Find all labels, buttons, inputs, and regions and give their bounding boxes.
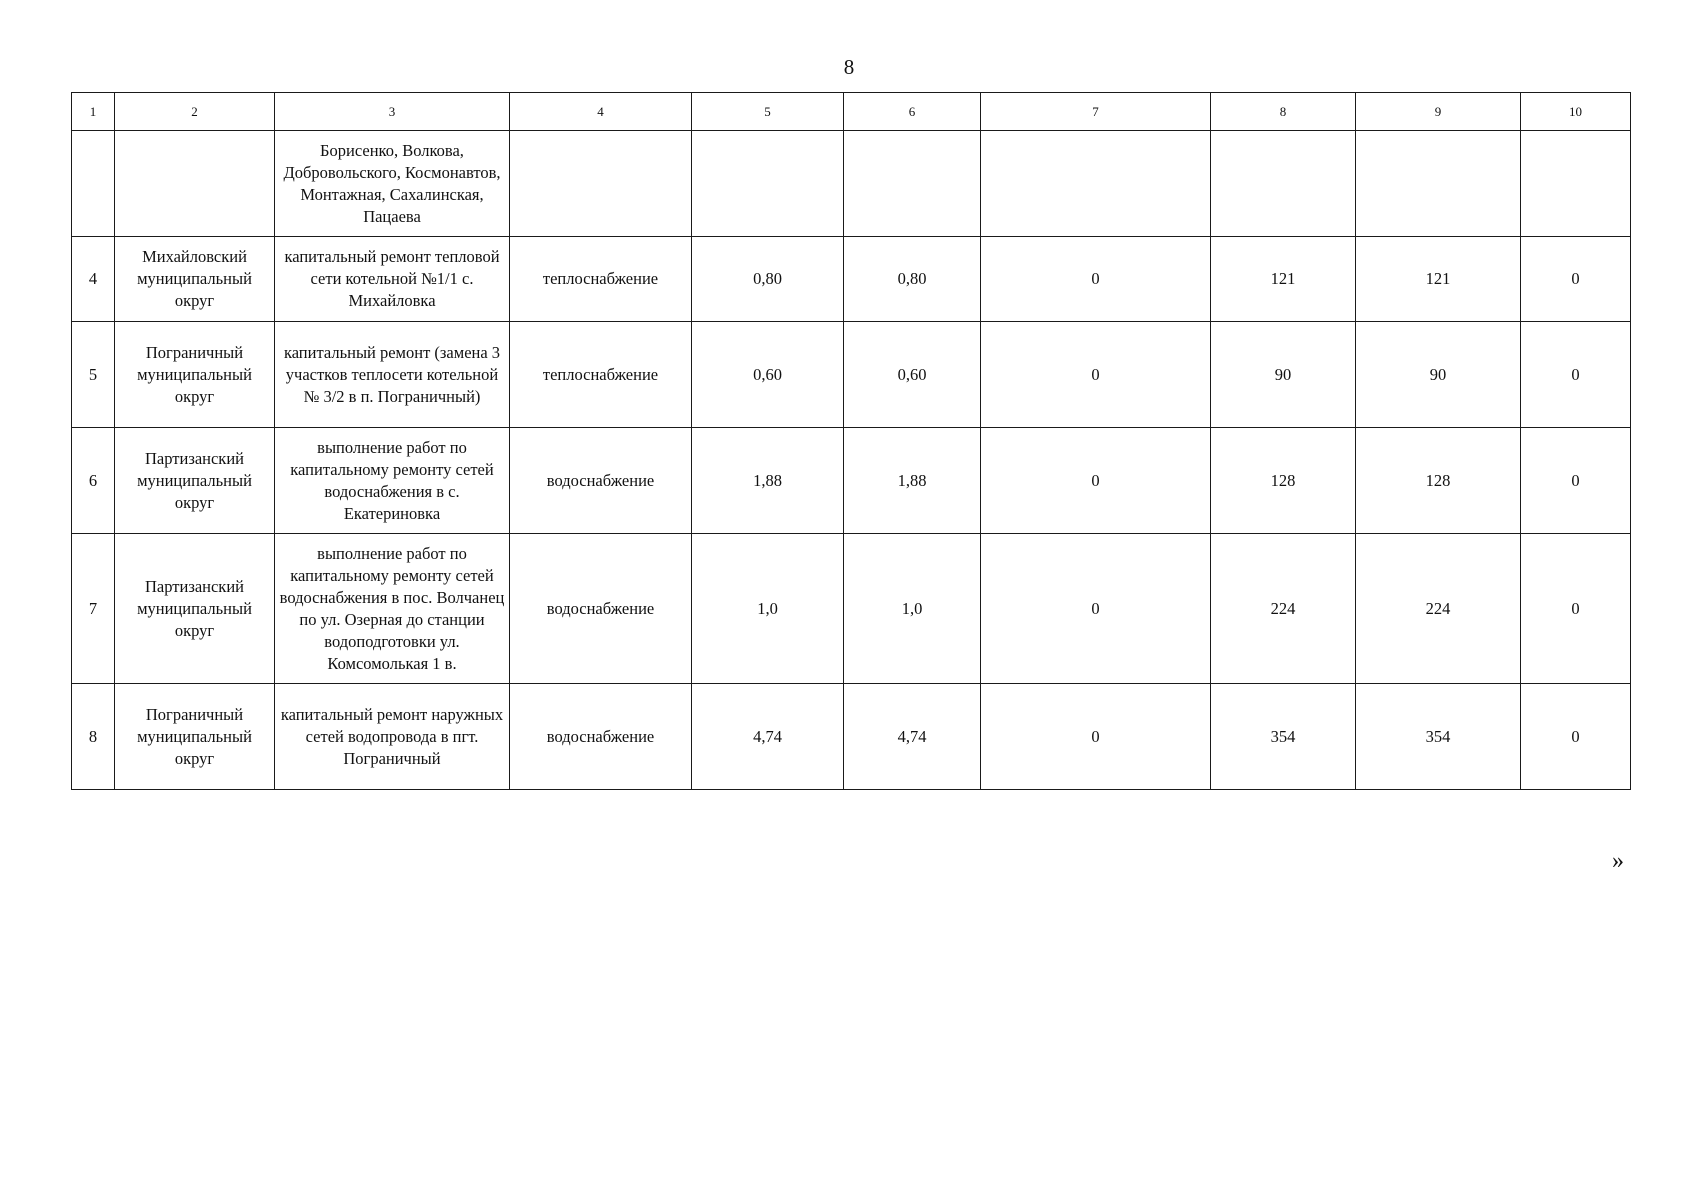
value-cell: 0: [981, 428, 1211, 534]
row-number-cell: [72, 131, 115, 237]
table-row: [72, 684, 1631, 790]
work-description-cell: Борисенко, Волкова, Добровольского, Космонавтов, Монтажная, Сахалинская, Пацаева: [275, 131, 510, 237]
value-cell: 0: [981, 684, 1211, 790]
utility-type-cell: [510, 131, 692, 237]
utility-type-cell: теплоснабжение: [510, 322, 692, 428]
row-number-cell: 5: [72, 322, 115, 428]
header-cell: 5: [692, 93, 844, 131]
municipality-cell: Пограничный муниципальный округ: [115, 322, 275, 428]
value-cell: 1,0: [844, 534, 981, 684]
work-description-cell: капитальный ремонт (замена 3 участков теплосети котельной № 3/2 в п. Пограничный): [275, 322, 510, 428]
header-cell: 2: [115, 93, 275, 131]
municipality-cell: [115, 131, 275, 237]
table-row: [72, 322, 1631, 428]
value-cell: 1,88: [844, 428, 981, 534]
value-cell: 90: [1211, 322, 1356, 428]
value-cell: 0: [1521, 322, 1631, 428]
value-cell: 354: [1356, 684, 1521, 790]
table-row: [72, 131, 1631, 237]
value-cell: [1356, 131, 1521, 237]
municipality-cell: Пограничный муниципальный округ: [115, 684, 275, 790]
value-cell: 121: [1211, 237, 1356, 322]
municipality-cell: Михайловский муниципальный округ: [115, 237, 275, 322]
page-number: 8: [843, 55, 855, 79]
row-number-cell: 8: [72, 684, 115, 790]
closing-quote-mark: »: [1612, 848, 1624, 874]
value-cell: 0,60: [844, 322, 981, 428]
value-cell: [844, 131, 981, 237]
table-header-row: [72, 93, 1631, 131]
row-number-cell: 4: [72, 237, 115, 322]
value-cell: [981, 131, 1211, 237]
work-description-cell: выполнение работ по капитальному ремонту сетей водоснабжения в с. Екатериновка: [275, 428, 510, 534]
value-cell: [1521, 131, 1631, 237]
value-cell: 1,0: [692, 534, 844, 684]
value-cell: 354: [1211, 684, 1356, 790]
value-cell: 0: [1521, 684, 1631, 790]
value-cell: [1211, 131, 1356, 237]
utility-type-cell: теплоснабжение: [510, 237, 692, 322]
value-cell: 0,60: [692, 322, 844, 428]
value-cell: [692, 131, 844, 237]
municipality-cell: Партизанский муниципальный округ: [115, 428, 275, 534]
value-cell: 90: [1356, 322, 1521, 428]
value-cell: 224: [1211, 534, 1356, 684]
value-cell: 0: [981, 237, 1211, 322]
value-cell: 4,74: [692, 684, 844, 790]
work-description-cell: выполнение работ по капитальному ремонту сетей водоснабжения в пос. Волчанец по ул. Озерная до станции водоподготовки ул. Комсомолькая 1 в.: [275, 534, 510, 684]
value-cell: 224: [1356, 534, 1521, 684]
value-cell: 4,74: [844, 684, 981, 790]
header-cell: 7: [981, 93, 1211, 131]
header-cell: 8: [1211, 93, 1356, 131]
value-cell: 0,80: [844, 237, 981, 322]
value-cell: 128: [1356, 428, 1521, 534]
value-cell: 0: [1521, 534, 1631, 684]
header-cell: 3: [275, 93, 510, 131]
municipality-cell: Партизанский муниципальный округ: [115, 534, 275, 684]
header-cell: 9: [1356, 93, 1521, 131]
header-cell: 10: [1521, 93, 1631, 131]
work-description-cell: капитальный ремонт тепловой сети котельной №1/1 с. Михайловка: [275, 237, 510, 322]
data-table: [71, 92, 1631, 790]
header-cell: 6: [844, 93, 981, 131]
table-row: [72, 237, 1631, 322]
value-cell: 0: [1521, 237, 1631, 322]
value-cell: 0,80: [692, 237, 844, 322]
value-cell: 128: [1211, 428, 1356, 534]
value-cell: 0: [1521, 428, 1631, 534]
row-number-cell: 7: [72, 534, 115, 684]
value-cell: 0: [981, 534, 1211, 684]
utility-type-cell: водоснабжение: [510, 534, 692, 684]
value-cell: 0: [981, 322, 1211, 428]
work-description-cell: капитальный ремонт наружных сетей водопровода в пгт. Пограничный: [275, 684, 510, 790]
value-cell: 121: [1356, 237, 1521, 322]
utility-type-cell: водоснабжение: [510, 428, 692, 534]
row-number-cell: 6: [72, 428, 115, 534]
header-cell: 1: [72, 93, 115, 131]
table-row: [72, 534, 1631, 684]
header-cell: 4: [510, 93, 692, 131]
utility-type-cell: водоснабжение: [510, 684, 692, 790]
table-row: [72, 428, 1631, 534]
value-cell: 1,88: [692, 428, 844, 534]
